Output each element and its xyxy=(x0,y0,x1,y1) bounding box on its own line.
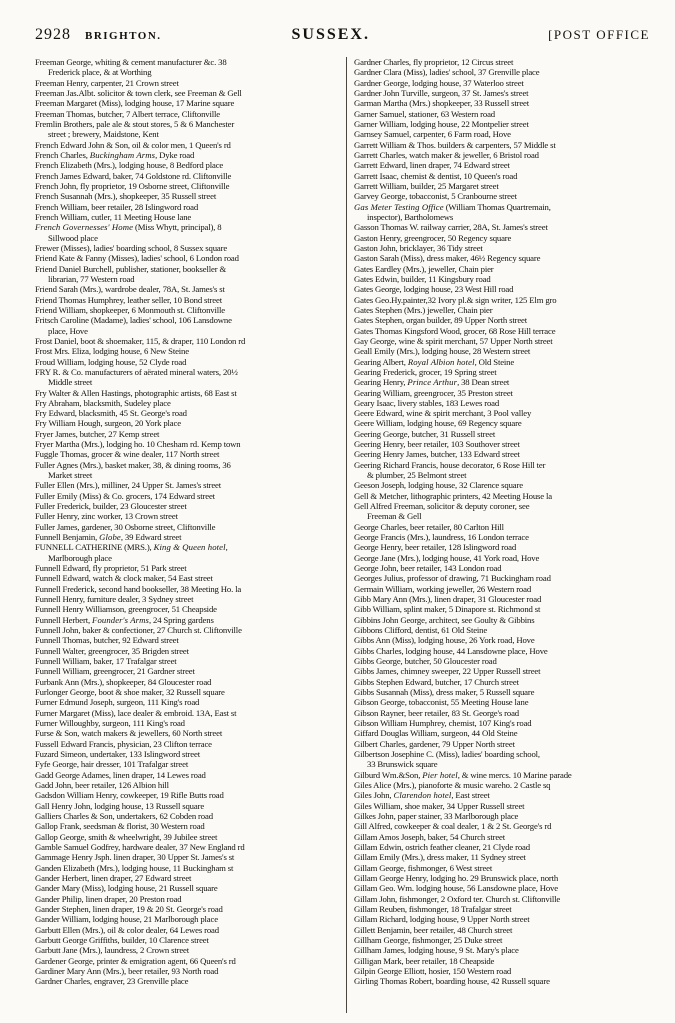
directory-entry-line: Furse & Son, watch makers & jewellers, 60 North street xyxy=(35,728,223,739)
directory-entry-line: Gates Geo.Hy.painter,32 Ivory pl.& sign writer, 125 Elm gro xyxy=(354,294,557,305)
directory-entry-line: Gander Mary (Miss), lodging house, 21 Russell square xyxy=(35,883,218,894)
directory-entry-line: Middle street xyxy=(48,377,93,388)
directory-entry-line: Gillam John, fishmonger, 2 Oxford ter. Church st. Cliftonville xyxy=(354,893,561,904)
directory-entry-line: Giles Alice (Mrs.), pianoforte & music wareho. 2 Castle sq xyxy=(354,779,551,790)
directory-entry-line: Freeman Henry, carpenter, 21 Crown street xyxy=(35,77,179,88)
directory-entry-line: Gillam Geo. Wm. lodging house, 56 Lansdowne place, Hove xyxy=(354,883,558,894)
directory-entry-line: Gillam George, fishmonger, 6 West street xyxy=(354,862,493,873)
directory-entry-line: Gibbs James, chimney sweeper, 22 Upper Russell street xyxy=(354,666,541,677)
directory-entry-line: Gasson Thomas W. railway carrier, 28A, St. James's street xyxy=(354,222,548,233)
directory-entry-line: Gill Alfred, cowkeeper & coal dealer, 1 & 2 St. George's rd xyxy=(354,821,552,832)
directory-entry-line: Funnell Frederick, second hand bookseller, 38 Meeting Ho. la xyxy=(35,583,242,594)
directory-entry-line: Gaston Henry, greengrocer, 50 Regency square xyxy=(354,232,512,243)
directory-entry-line: Funnell Edward, watch & clock maker, 54 East street xyxy=(35,573,213,584)
directory-entry-line: place, Hove xyxy=(48,325,88,336)
directory-entry-line: Fuller Agnes (Mrs.), basket maker, 38, & dining rooms, 36 xyxy=(35,459,231,470)
directory-entry-line: Gardner Charles, fly proprietor, 12 Circus street xyxy=(354,57,514,67)
directory-entry-line: Gibbins John George, architect, see Goulty & Gibbins xyxy=(354,614,535,625)
directory-entry-line: Geere William, lodging house, 69 Regency square xyxy=(354,418,522,429)
directory-entry-line: Furlonger George, boot & shoe maker, 32 Russell square xyxy=(35,687,225,698)
directory-entry-line: Funnell John, baker & confectioner, 27 Church st. Cliftonville xyxy=(35,625,242,636)
directory-entry-line: Gilburd Wm.&Son, Pier hotel, & wine mercs. 10 Marine parade xyxy=(354,769,572,780)
page-number: 2928 xyxy=(35,26,71,43)
directory-entry-line: street ; brewery, Maidstone, Kent xyxy=(48,129,159,140)
directory-entry-line: Giles John, Clarendon hotel, East street xyxy=(354,790,490,801)
directory-entry-line: Fuzard Simeon, undertaker, 133 Islingword street xyxy=(35,748,200,759)
directory-entry-line: Gibbons Clifford, dentist, 61 Old Steine xyxy=(354,625,488,636)
directory-entry-line: Garner William, lodging house, 22 Montpelier street xyxy=(354,118,529,129)
directory-entry-line: Gillam Reuben, fishmonger, 18 Trafalgar street xyxy=(354,903,512,914)
directory-entry-line: Gilpin George Elliott, hosier, 150 Western road xyxy=(354,965,512,976)
directory-entry-line: Gilligan Mark, beer retailer, 18 Cheapside xyxy=(354,955,495,966)
directory-entry-line: Gates Edwin, builder, 11 Kingsbury road xyxy=(354,273,491,284)
directory-entry-line: Gilbert Charles, gardener, 79 Upper North street xyxy=(354,738,515,749)
directory-entry-line: Funnell Henry Williamson, greengrocer, 51 Cheapside xyxy=(35,604,217,615)
directory-entry-line: Gilbertson Josephine C. (Miss), ladies' boarding school, xyxy=(354,748,540,759)
directory-entry-line: Fry William Hough, surgeon, 20 York place xyxy=(35,418,181,429)
directory-entry-line: Gaston John, bricklayer, 36 Tidy street xyxy=(354,242,483,253)
directory-entry-line: Funnell Benjamin, Globe, 39 Edward street xyxy=(35,532,182,543)
directory-entry-line: Gates Thomas Kingsford Wood, grocer, 68 Rose Hill terrace xyxy=(354,325,556,336)
directory-entry-line: Giffard Douglas William, surgeon, 44 Old Steine xyxy=(354,728,518,739)
directory-entry-line: Furbank Ann (Mrs.), shopkeeper, 84 Gloucester road xyxy=(35,676,212,687)
directory-entry-line: Gillam Edwin, ostrich feather cleaner, 21 Clyde road xyxy=(354,841,530,852)
directory-entry-line: Giles William, shoe maker, 34 Upper Russell street xyxy=(354,800,525,811)
directory-entry-line: Funnell William, baker, 17 Trafalgar street xyxy=(35,656,177,667)
directory-entry-line: Gander Stephen, linen draper, 19 & 20 St. George's road xyxy=(35,903,223,914)
directory-entry-line: George Charles, beer retailer, 80 Carlton Hill xyxy=(354,521,504,532)
directory-entry-line: Freeman & Gell xyxy=(367,511,422,522)
directory-entry-line: Sillwood place xyxy=(48,232,98,243)
directory-entry-line: Furner Margaret (Miss), lace dealer & embroid. 13A, East st xyxy=(35,707,237,718)
directory-entry-line: Garrett William, builder, 25 Margaret street xyxy=(354,180,499,191)
directory-entry-line: Gas Meter Testing Office (William Thomas Quartremain, xyxy=(354,201,551,212)
directory-entry-line: Freeman Thomas, butcher, 7 Albert terrace, Cliftonville xyxy=(35,108,220,119)
directory-entry-line: Gay George, wine & spirit merchant, 57 Upper North street xyxy=(354,335,553,346)
directory-entry-line: Fritsch Caroline (Madame), ladies' school, 106 Lansdowne xyxy=(35,315,232,326)
directory-entry-line: Frost Daniel, boot & shoemaker, 115, & draper, 110 London rd xyxy=(35,335,246,346)
directory-entry-line: Geere Edward, wine & spirit merchant, 3 Pool valley xyxy=(354,408,532,419)
directory-entry-line: Gillam Richard, lodging house, 9 Upper North street xyxy=(354,914,530,925)
directory-entry-line: Friend Sarah (Mrs.), wardrobe dealer, 78A, St. James's st xyxy=(35,284,225,295)
directory-entry-line: French Elizabeth (Mrs.), lodging house, 8 Bedford place xyxy=(35,160,224,171)
directory-entry-line: Gillam Amos Joseph, baker, 54 Church street xyxy=(354,831,505,842)
directory-entry-line: Gall Henry John, lodging house, 13 Russell square xyxy=(35,800,205,811)
directory-entry-line: FUNNELL CATHERINE (MRS.), King & Queen hotel, xyxy=(35,542,228,553)
directory-entry-line: Garrett Isaac, chemist & dentist, 10 Queen's road xyxy=(354,170,518,181)
directory-entry-line: Geering Henry James, butcher, 133 Edward street xyxy=(354,449,520,460)
directory-entry-line: Freeman Margaret (Miss), lodging house, 17 Marine square xyxy=(35,98,235,109)
directory-entry-line: Gell Alfred Freeman, solicitor & deputy coroner, see xyxy=(354,501,530,512)
directory-entry-line: Gates George, lodging house, 23 West Hill road xyxy=(354,284,514,295)
directory-entry-line: Gibson Rayner, beer retailer, 83 St. George's road xyxy=(354,707,519,718)
directory-entry-line: Garner Samuel, stationer, 63 Western road xyxy=(354,108,496,119)
directory-entry-line: Gadd George Adames, linen draper, 14 Lewes road xyxy=(35,769,206,780)
directory-entry-line: Garrett William & Thos. builders & carpenters, 57 Middle st xyxy=(354,139,556,150)
directory-entry-line: Friend Daniel Burchell, publisher, stationer, bookseller & xyxy=(35,263,227,274)
directory-columns xyxy=(35,57,659,1013)
directory-entry-line: Gearing Henry, Prince Arthur, 38 Dean street xyxy=(354,377,510,388)
directory-entry-line: Fuller Frederick, builder, 23 Gloucester street xyxy=(35,501,187,512)
directory-entry-line: Geall Emily (Mrs.), lodging house, 28 Western street xyxy=(354,346,531,357)
directory-entry-line: Girling Thomas Robert, boarding house, 42 Russell square xyxy=(354,976,550,987)
directory-entry-line: Funnell Henry, furniture dealer, 3 Sydney street xyxy=(35,594,194,605)
directory-entry-line: French Edward John & Son, oil & color men, 1 Queen's rd xyxy=(35,139,231,150)
directory-entry-line: Gallop George, smith & wheelwright, 39 Jubilee street xyxy=(35,831,218,842)
directory-entry-line: French Charles, Buckingham Arms, Dyke road xyxy=(35,149,195,160)
directory-entry-line: Gibbs Charles, lodging house, 44 Lansdowne place, Hove xyxy=(354,645,548,656)
directory-entry-line: Gibson William Humphrey, chemist, 107 King's road xyxy=(354,718,532,728)
directory-entry-line: Gillam George Henry, lodging ho. 29 Brunswick place, north xyxy=(354,872,559,883)
directory-entry-line: Gammage Henry Jsph. linen draper, 30 Upper St. James's st xyxy=(35,852,235,863)
directory-entry-line: Funnell Walter, greengrocer, 35 Brigden street xyxy=(35,645,189,656)
directory-entry-line: Gillam Emily (Mrs.), dress maker, 11 Sydney street xyxy=(354,852,526,863)
directory-entry-line: Friend William, shopkeeper, 6 Monmouth st. Cliftonville xyxy=(35,304,225,315)
directory-entry-line: Fuggle Thomas, grocer & wine dealer, 117 North street xyxy=(35,449,220,460)
directory-entry-line: Gamble Samuel Godfrey, hardware dealer, 37 New England rd xyxy=(35,841,245,852)
directory-entry-line: Fry Edward, blacksmith, 45 St. George's road xyxy=(35,408,187,419)
left-column xyxy=(35,57,347,1013)
directory-entry-line: Germain William, working jeweller, 26 Western road xyxy=(354,583,532,594)
directory-entry-line: George Jane (Mrs.), lodging house, 41 York road, Hove xyxy=(354,552,540,563)
directory-entry-line: Geering George, butcher, 31 Russell street xyxy=(354,428,496,439)
directory-entry-line: Garrett Edward, linen draper, 74 Edward street xyxy=(354,160,510,171)
directory-entry-line: Garrett Charles, watch maker & jeweller, 6 Bristol road xyxy=(354,149,539,160)
directory-entry-line: Gander Philip, linen draper, 20 Preston road xyxy=(35,893,182,904)
corner-title: [POST OFFICE xyxy=(548,27,650,42)
directory-entry-line: Gell & Metcher, lithographic printers, 42 Meeting House la xyxy=(354,490,552,501)
directory-entry-line: Geeson Joseph, lodging house, 32 Clarence square xyxy=(354,480,523,491)
place-title: BRIGHTON. xyxy=(85,30,162,42)
directory-entry-line: Freeman George, whiting & cement manufacturer &c. 38 xyxy=(35,57,227,67)
directory-entry-line: inspector), Bartholomews xyxy=(367,211,454,222)
directory-entry-line: Freeman Jas.Albt. solicitor & town clerk, see Freeman & Gell xyxy=(35,87,242,98)
directory-entry-line: 33 Brunswick square xyxy=(367,759,438,770)
directory-entry-line: French Susannah (Mrs.), shopkeeper, 35 Russell street xyxy=(35,191,217,202)
directory-entry-line: Fuller Ellen (Mrs.), milliner, 24 Upper St. James's street xyxy=(35,480,222,491)
directory-entry-line: Gardener George, printer & emigration agent, 66 Queen's rd xyxy=(35,955,236,966)
directory-entry-line: Fuller Henry, zinc worker, 13 Crown street xyxy=(35,511,178,522)
directory-entry-line: French William, cutler, 11 Meeting House lane xyxy=(35,211,192,222)
county-title: SUSSEX. xyxy=(291,26,370,43)
directory-entry-line: Geering Henry, beer retailer, 103 Southover street xyxy=(354,439,520,450)
directory-entry-line: Fussell Edward Francis, physician, 23 Clifton terrace xyxy=(35,738,212,749)
directory-entry-line: Fuller James, gardener, 30 Osborne street, Cliftonville xyxy=(35,521,216,532)
directory-entry-line: Georges Julius, professor of drawing, 71 Buckingham road xyxy=(354,573,551,584)
directory-entry-line: Gates Stephen (Mrs.) jeweller, Chain pier xyxy=(354,304,493,315)
page-header xyxy=(35,26,650,46)
directory-entry-line: Garbutt George Griffiths, builder, 10 Clarence street xyxy=(35,934,209,945)
directory-entry-line: Froud William, lodging house, 52 Clyde road xyxy=(35,356,187,367)
directory-entry-line: Garman Martha (Mrs.) shopkeeper, 33 Russell street xyxy=(354,98,530,109)
directory-entry-line: Fryer Martha (Mrs.), lodging ho. 10 Chesham rd. Kemp town xyxy=(35,439,241,450)
directory-entry-line: Market street xyxy=(48,470,93,481)
directory-entry-line: Furner Willoughby, surgeon, 111 King's road xyxy=(35,718,185,728)
directory-entry-line: Gardner Charles, engraver, 23 Grenville place xyxy=(35,976,189,987)
directory-entry-line: Friend Thomas Humphrey, leather seller, 10 Bond street xyxy=(35,294,222,305)
directory-entry-line: Marlborough place xyxy=(48,552,112,563)
directory-entry-line: Ganden Elizabeth (Mrs.), lodging house, 11 Buckingham st xyxy=(35,862,234,873)
directory-entry-line: Gibson George, tobacconist, 55 Meeting House lane xyxy=(354,697,529,708)
directory-entry-line: Gillett Benjamin, beer retailer, 48 Church street xyxy=(354,924,513,935)
directory-entry-line: Gibb Mary Ann (Mrs.), linen draper, 31 Gloucester road xyxy=(354,594,542,605)
directory-entry-line: Frewer (Misses), ladies' boarding school, 8 Sussex square xyxy=(35,242,228,253)
directory-entry-line: Fuller Emily (Miss) & Co. grocers, 174 Edward street xyxy=(35,490,215,501)
directory-entry-line: Geering Richard Francis, house decorator, 6 Rose Hill ter xyxy=(354,459,546,470)
directory-entry-line: Gates Stephen, organ builder, 89 Upper North street xyxy=(354,315,528,326)
directory-entry-line: Gardner John Turville, surgeon, 37 St. James's street xyxy=(354,87,529,98)
directory-entry-line: French John, fly proprietor, 19 Osborne street, Cliftonville xyxy=(35,180,230,191)
directory-entry-line: Gadsdon William Henry, cowkeeper, 19 Rifle Butts road xyxy=(35,790,224,801)
directory-entry-line: Funnell William, greengrocer, 21 Gardner street xyxy=(35,666,195,677)
directory-entry-line: Funnell Herbert, Founder's Arms, 24 Spring gardens xyxy=(35,614,214,625)
directory-entry-line: Furner Edmund Joseph, surgeon, 111 King's road xyxy=(35,697,200,708)
directory-entry-line: Gardner George, lodging house, 37 Waterloo street xyxy=(354,77,524,88)
directory-entry-line: Fremlin Brothers, pale ale & stout stores, 5 & 6 Manchester xyxy=(35,118,235,129)
directory-entry-line: Gaston Sarah (Miss), dress maker, 46½ Regency square xyxy=(354,253,541,264)
directory-entry-line: Gillham George, fishmonger, 25 Duke street xyxy=(354,934,503,945)
directory-entry-line: Fryer James, butcher, 27 Kemp street xyxy=(35,428,160,439)
directory-entry-line: Fry Abraham, blacksmith, Sudeley place xyxy=(35,397,171,408)
directory-entry-line: Gibbs Stephen Edward, butcher, 17 Church street xyxy=(354,676,519,687)
directory-entry-line: Gander William, lodging house, 21 Marlborough place xyxy=(35,914,218,925)
directory-entry-line: Gearing Frederick, grocer, 19 Spring street xyxy=(354,366,497,377)
directory-entry-line: Frost Mrs. Eliza, lodging house, 6 New Steine xyxy=(35,346,189,357)
directory-entry-line: Gardiner Mary Ann (Mrs.), beer retailer, 93 North road xyxy=(35,965,219,976)
directory-entry-line: Galliers Charles & Son, undertakers, 62 Cobden road xyxy=(35,810,213,821)
directory-entry-line: Gilkes John, paper stainer, 33 Marlborough place xyxy=(354,810,519,821)
directory-entry-line: Funnell Edward, fly proprietor, 51 Park street xyxy=(35,563,187,574)
directory-entry-line: Gibb William, splint maker, 5 Dinapore st. Richmond st xyxy=(354,604,541,615)
directory-entry-line: FRY R. & Co. manufacturers of aërated mineral waters, 20½ xyxy=(35,366,238,377)
directory-entry-line: Gibbs Ann (Miss), lodging house, 26 York road, Hove xyxy=(354,635,535,646)
directory-entry-line: French Governesses' Home (Miss Whytt, principal), 8 xyxy=(35,222,222,233)
directory-entry-line: Garvey George, tobacconist, 5 Cranbourne street xyxy=(354,191,517,202)
directory-entry-line: French William, beer retailer, 28 Islingword road xyxy=(35,201,199,212)
directory-entry-line: Gearing William, greengrocer, 35 Preston street xyxy=(354,387,513,398)
directory-entry-line: George Henry, beer retailer, 128 Islingword road xyxy=(354,542,517,553)
directory-entry-line: Fry Walter & Allen Hastings, photographic artists, 68 East st xyxy=(35,387,237,398)
directory-entry-line: Gadd John, beer retailer, 126 Albion hill xyxy=(35,779,169,790)
directory-entry-line: Garbutt Jane (Mrs.), laundress, 2 Crown street xyxy=(35,945,190,956)
directory-entry-line: Friend Kate & Fanny (Misses), ladies' school, 6 London road xyxy=(35,253,239,264)
directory-entry-line: Gillham James, lodging house, 9 St. Mary's place xyxy=(354,945,519,956)
directory-entry-line: Frederick place, & at Worthing xyxy=(48,67,152,78)
directory-entry-line: Fyfe George, hair dresser, 101 Trafalgar street xyxy=(35,759,189,770)
directory-entry-line: Gibbs George, butcher, 50 Gloucester road xyxy=(354,656,497,667)
directory-entry-line: Gearing Albert, Royal Albion hotel, Old Steine xyxy=(354,356,515,367)
directory-entry-line: George John, beer retailer, 143 London road xyxy=(354,563,502,574)
directory-entry-line: Garbutt Ellen (Mrs.), oil & color dealer, 64 Lewes road xyxy=(35,924,219,935)
directory-entry-line: Gallop Frank, seedsman & florist, 30 Western road xyxy=(35,821,205,832)
directory-entry-line: French James Edward, baker, 74 Goldstone rd. Cliftonville xyxy=(35,170,232,181)
directory-entry-line: Geary Isaac, livery stables, 183 Lewes road xyxy=(354,397,500,408)
directory-entry-line: Funnell Thomas, butcher, 92 Edward street xyxy=(35,635,179,646)
directory-entry-line: librarian, 77 Western road xyxy=(48,273,135,284)
directory-entry-line: Gander Herbert, linen draper, 27 Edward street xyxy=(35,872,192,883)
directory-entry-line: Garnsey Samuel, carpenter, 6 Farm road, Hove xyxy=(354,129,511,140)
directory-entry-line: Gibbs Susannah (Miss), dress maker, 5 Russell square xyxy=(354,687,535,698)
directory-entry-line: Gardner Clara (Miss), ladies' school, 37 Grenville place xyxy=(354,67,540,78)
directory-entry-line: & plumber, 25 Belmont street xyxy=(367,470,467,481)
right-column xyxy=(347,57,659,1013)
directory-entry-line: Gates Eardley (Mrs.), jeweller, Chain pier xyxy=(354,263,494,274)
directory-entry-line: George Francis (Mrs.), laundress, 16 London terrace xyxy=(354,532,529,543)
